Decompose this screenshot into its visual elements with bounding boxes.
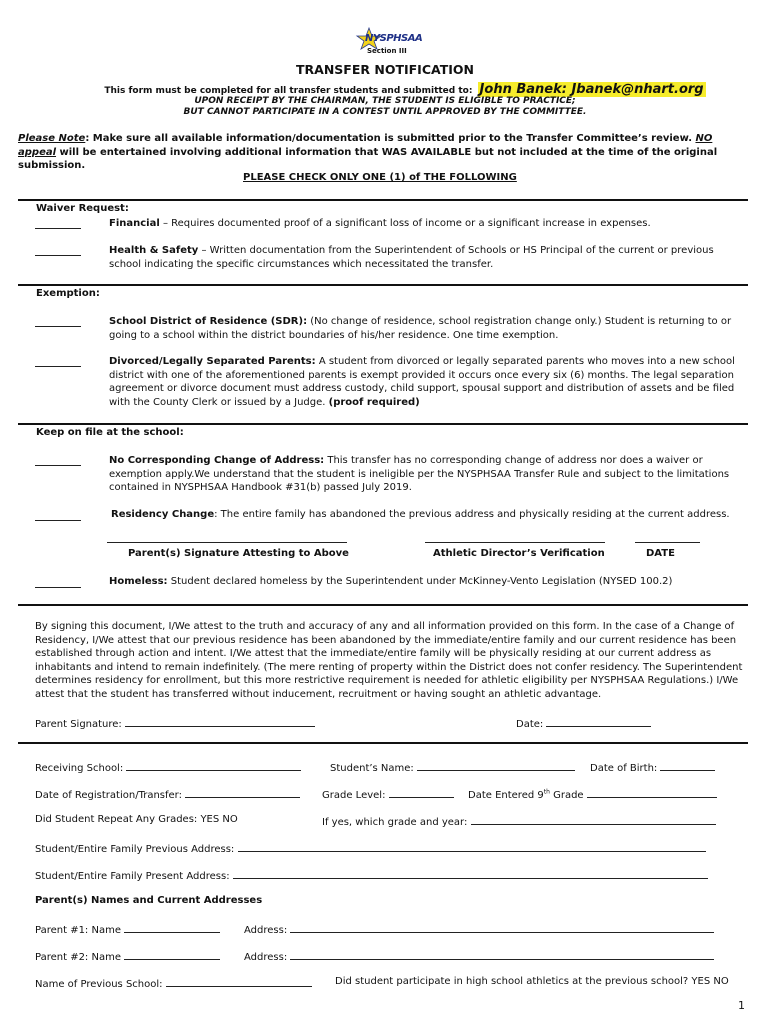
parent2-name-row [35,949,220,963]
no-appeal: NO appeal [18,133,713,158]
nysphsaa-logo [355,26,423,60]
previous-school-row [35,976,312,990]
parent-signature-input[interactable] [125,716,315,727]
ad-verification-line[interactable] [425,542,605,543]
parent1-name-row [35,922,220,936]
parent1-name-input[interactable] [124,922,220,933]
financial-item [109,217,749,231]
homeless-checkbox[interactable] [35,577,81,588]
grade-level-label: Grade Level: [322,790,386,801]
dob-input[interactable] [660,760,715,771]
please-note-text2: will be entertained involving additional information that WAS AVAILABLE but not included at the time of the original submission. [18,146,718,171]
previous-address-input[interactable] [238,841,706,852]
date-registration-input[interactable] [185,787,300,798]
present-address-row [35,868,708,882]
waiver-heading: Waiver Request: [36,203,129,214]
submission-prefix: This form must be completed for all transfer students and submitted to: [104,86,473,96]
parents-heading: Parent(s) Names and Current Addresses [35,895,263,906]
no-change-address-title: No Corresponding Change of Address: [109,455,325,466]
divider [18,199,748,201]
student-name-label: Student’s Name: [330,763,414,774]
student-name-row [330,760,575,774]
attest-date-label: Date: [516,719,544,730]
page-number: 1 [738,999,745,1012]
parent1-address-label: Address: [244,925,288,936]
parent2-address-row [244,949,714,963]
if-yes-input[interactable] [471,814,716,825]
participation-question: Did student participate in high school athletics at the previous school? YES NO [335,976,729,987]
please-note [18,132,728,173]
please-note-label: Please Note [18,133,86,144]
divorced-checkbox[interactable] [35,356,81,367]
repeat-grades-label: Did Student Repeat Any Grades: YES NO [35,814,238,825]
date-entered-label [468,790,584,801]
date-entered-sup: th [543,788,550,796]
contest-line: BUT CANNOT PARTICIPATE IN A CONTEST UNTIL APPROVED BY THE COMMITTEE. [183,107,587,117]
date-label: DATE [646,548,675,559]
if-yes-label: If yes, which grade and year: [322,817,468,828]
health-safety-item [109,244,739,271]
residency-change-title: Residency Change [111,509,215,520]
health-safety-text: – Written documentation from the Superintendent of Schools or HS Principal of the current or previous school indicating the specific circumstances which necessitated the transfer. [109,245,714,270]
attest-date-row [516,716,651,730]
contact-highlight: John Banek: Jbanek@nhart.org [479,82,704,97]
homeless-title: Homeless: [109,576,168,587]
keep-on-file-heading: Keep on file at the school: [36,427,184,438]
date-entered-input[interactable] [587,787,717,798]
residency-change-item [111,508,756,522]
present-address-input[interactable] [233,868,708,879]
parent2-address-input[interactable] [290,949,714,960]
page-title: TRANSFER NOTIFICATION [296,62,474,77]
date-registration-row [35,787,300,801]
attest-date-input[interactable] [546,716,651,727]
dob-row [590,760,715,774]
date-entered-pre: Date Entered 9 [468,790,544,801]
present-address-label: Student/Entire Family Present Address: [35,871,230,882]
sdr-text: (No change of residence, school registration change only.) Student is returning to or going to a school within the district boundaries of his/her residence. One time exemption. [109,316,732,341]
health-safety-title: Health & Safety [109,245,199,256]
divider [18,284,748,286]
parent1-address-row [244,922,714,936]
no-change-address-text: This transfer has no corresponding change of address nor does a waiver or exemption apply.We understand that the student is ineligible per the NYSPHSAA Transfer Rule and subject to the limitations contained in NYSPHSAA Handbook #31(b) passed July 2019. [109,455,730,493]
health-safety-checkbox[interactable] [35,245,81,256]
ad-verification-label: Athletic Director’s Verification [433,548,605,559]
divider [18,742,748,744]
receiving-school-row [35,760,301,774]
if-yes-row [322,814,716,828]
parent-signature-row [35,716,315,730]
financial-title: Financial [109,218,160,229]
divorced-item [109,355,754,409]
exemption-heading: Exemption: [36,288,100,299]
date-entered-post: Grade [549,790,584,801]
grade-level-row [322,787,454,801]
previous-address-label: Student/Entire Family Previous Address: [35,844,235,855]
sdr-title: School District of Residence (SDR): [109,316,308,327]
check-one-instruction: PLEASE CHECK ONLY ONE (1) of THE FOLLOWING [243,172,517,183]
no-change-address-checkbox[interactable] [35,455,81,466]
divorced-text: A student from divorced or legally separated parents who moves into a new school district with one of the aforementioned parents is exempt provided it occurs once every six (6) months. The legal separation agreement or divorce document must address custody, child support, spousal support and distribution of assets and be filed with the County Clerk or issued by a Judge. [109,356,735,408]
divider [18,604,748,606]
eligibility-line: UPON RECEIPT BY THE CHAIRMAN, THE STUDENT IS ELIGIBLE TO PRACTICE; [194,96,576,106]
homeless-text: Student declared homeless by the Superintendent under McKinney-Vento Legislation (NYSED 100.2) [167,576,673,587]
parent1-name-label: Parent #1: Name [35,925,121,936]
financial-checkbox[interactable] [35,218,81,229]
date-entered-row [468,787,717,801]
residency-change-text: : The entire family has abandoned the previous address and physically residing at the current address. [214,509,730,520]
previous-school-label: Name of Previous School: [35,979,163,990]
logo-brand: NYSPHSAA [365,33,423,44]
receiving-school-input[interactable] [126,760,301,771]
please-note-text1: : Make sure all available information/documentation is submitted prior to the Transfer Committee’s review. [85,133,696,144]
parent-signature-label: Parent(s) Signature Attesting to Above [128,548,349,559]
parent2-name-input[interactable] [124,949,220,960]
sdr-item [109,315,754,342]
date-registration-label: Date of Registration/Transfer: [35,790,182,801]
parent2-name-label: Parent #2: Name [35,952,121,963]
date-line[interactable] [635,542,700,543]
parent-signature-line[interactable] [107,542,347,543]
previous-address-row [35,841,706,855]
logo-section: Section III [367,47,407,55]
divorced-title: Divorced/Legally Separated Parents: [109,356,316,367]
student-name-input[interactable] [417,760,575,771]
divider [18,423,748,425]
dob-label: Date of Birth: [590,763,658,774]
proof-required: (proof required) [328,396,420,408]
no-change-address-item [109,454,749,495]
homeless-item [109,576,749,587]
parent1-address-input[interactable] [290,922,714,933]
receiving-school-label: Receiving School: [35,763,124,774]
residency-change-checkbox[interactable] [35,510,81,521]
attestation-paragraph: By signing this document, I/We attest to the truth and accuracy of any and all information provided on this form. In the case of a Change of Residency, I/We attest that our previous residence has been abandoned by the immediate/entire family and our current residence has been established through action and intent. I/We attest that the immediate/entire family will be physically residing at our current address as inhabitants and intend to remain indefinitely. (The mere renting of property within the District does not confer residency. The Superintendent determines residency for enrollment, but this more restrictive requirement is needed for athletic eligibility per NYSPHSAA Regulations.) I/We attest that the student has transferred without inducement, recruitment or having sought an athletic advantage. [35,621,743,700]
grade-level-input[interactable] [389,787,454,798]
parent2-address-label: Address: [244,952,288,963]
financial-text: – Requires documented proof of a significant loss of income or a significant increase in expenses. [159,218,651,229]
sdr-checkbox[interactable] [35,316,81,327]
previous-school-input[interactable] [166,976,312,987]
submission-line [0,78,770,97]
parent-signature-field-label: Parent Signature: [35,719,122,730]
